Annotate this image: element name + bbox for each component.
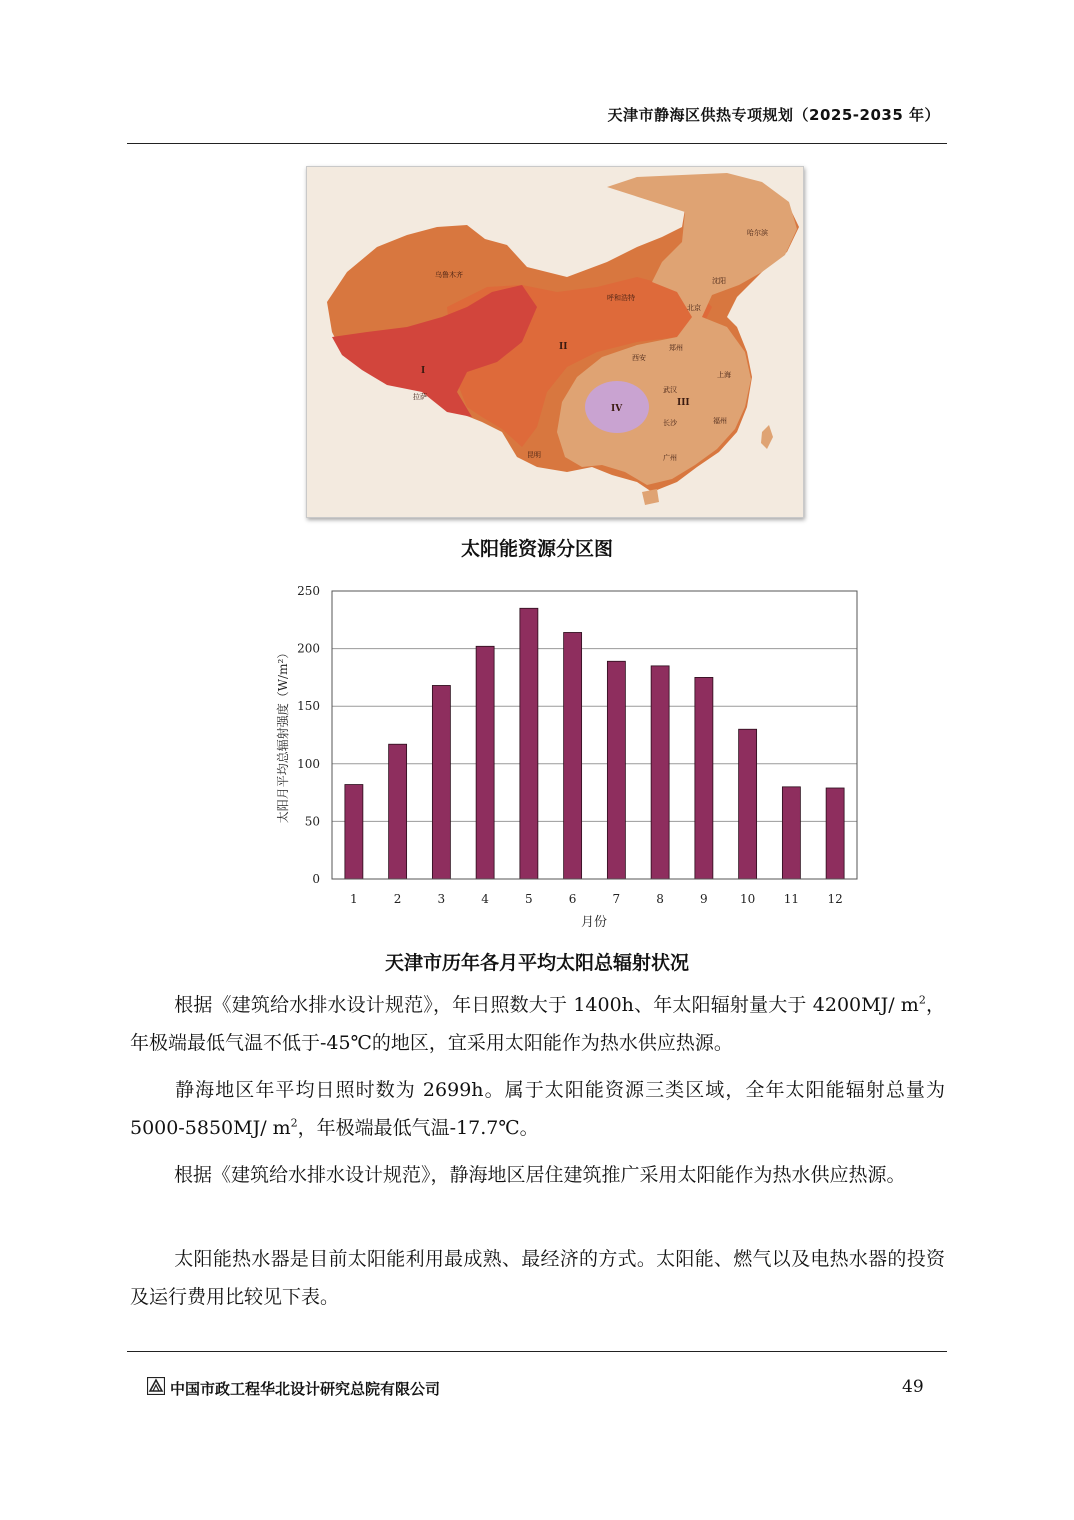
paragraph-1	[130, 986, 945, 1062]
paragraph-3	[130, 1156, 945, 1194]
city-label-xian: 西安	[632, 354, 646, 362]
x-tick-label: 7	[612, 892, 621, 906]
x-tick-label: 9	[700, 892, 708, 906]
bar-month-2	[389, 744, 407, 879]
china-map-graphic	[307, 167, 803, 517]
chart-y-axis-label: 太阳月平均总辐射强度（W/m²）	[276, 646, 290, 824]
city-label-hohhot: 呼和浩特	[607, 294, 635, 302]
chart-svg	[262, 578, 872, 933]
x-tick-label: 3	[437, 892, 446, 906]
map-island-south	[642, 489, 659, 505]
y-tick-label: 250	[297, 584, 320, 598]
solar-zone-map	[306, 166, 804, 518]
paragraph-1-text-b: ，年极端最低气温不低于-45℃的地区，宜采用太阳能作为热水供应热源。	[130, 994, 945, 1054]
city-label-urumqi: 乌鲁木齐	[435, 271, 463, 279]
y-tick-label: 150	[297, 699, 320, 714]
x-tick-label: 11	[783, 892, 800, 906]
paragraph-1-text-a: 根据《建筑给水排水设计规范》，年日照数大于 1400h、年太阳辐射量大于 4200MJ/ m	[174, 994, 919, 1016]
paragraph-4-text: 太阳能热水器是目前太阳能利用最成熟、最经济的方式。太阳能、燃气以及电热水器的投资及运行费用比较见下表。	[130, 1248, 945, 1308]
city-label-shenyang: 沈阳	[712, 277, 726, 285]
paragraph-2-text-a: 静海地区年平均日照时数为 2699h。属于太阳能资源三类区域，全年太阳能辐射总量为 5000-5850MJ/ m	[130, 1079, 945, 1139]
radiation-bar-chart	[262, 578, 872, 933]
city-label-beijing: 北京	[687, 304, 701, 312]
x-tick-label: 12	[827, 892, 843, 906]
chart-x-axis-label: 月份	[580, 915, 608, 930]
footer-rule	[127, 1351, 947, 1352]
zone-label-3: III	[677, 398, 690, 408]
bar-month-11	[782, 787, 800, 879]
plot-area-frame	[332, 591, 857, 879]
city-label-zhengzhou: 郑州	[669, 344, 683, 352]
y-tick-label: 0	[312, 872, 320, 886]
city-label-harbin: 哈尔滨	[747, 229, 768, 237]
bar-month-6	[564, 632, 582, 879]
bar-month-4	[476, 646, 494, 879]
paragraph-3-text: 根据《建筑给水排水设计规范》，静海地区居住建筑推广采用太阳能作为热水供应热源。	[174, 1164, 906, 1186]
city-label-fuzhou: 福州	[713, 417, 727, 425]
city-label-wuhan: 武汉	[663, 386, 677, 394]
paragraph-1-superscript: 2	[918, 993, 926, 1007]
bar-month-10	[739, 729, 757, 879]
x-tick-label: 4	[481, 892, 489, 906]
header-rule	[127, 143, 947, 144]
city-label-guangzhou: 广州	[663, 454, 677, 462]
y-tick-label: 50	[304, 814, 320, 829]
x-tick-label: 5	[525, 892, 533, 906]
map-island	[761, 425, 773, 449]
x-tick-label: 6	[568, 892, 577, 906]
company-logo-icon	[147, 1377, 165, 1395]
city-label-shanghai: 上海	[717, 371, 731, 379]
zone-label-1: I	[421, 366, 426, 376]
x-tick-label: 10	[739, 892, 756, 906]
city-label-kunming: 昆明	[527, 451, 541, 459]
bar-month-3	[432, 685, 450, 879]
city-label-lhasa: 拉萨	[413, 393, 427, 401]
paragraph-2-superscript: 2	[290, 1116, 298, 1130]
map-caption: 太阳能资源分区图	[460, 538, 613, 560]
zone-label-4: IV	[611, 404, 623, 414]
page-number: 49	[902, 1377, 924, 1397]
bar-month-7	[607, 661, 625, 879]
city-label-changsha: 长沙	[663, 419, 677, 427]
bar-month-5	[520, 608, 538, 879]
x-tick-label: 1	[350, 892, 358, 906]
x-tick-label: 2	[393, 892, 402, 906]
y-tick-label: 100	[297, 756, 320, 771]
bar-month-1	[345, 785, 363, 879]
zone-label-2: II	[559, 342, 568, 352]
x-tick-label: 8	[656, 892, 664, 906]
paragraph-4	[130, 1240, 945, 1316]
footer-company-name: 中国市政工程华北设计研究总院有限公司	[170, 1380, 441, 1398]
paragraph-2-text-b: ，年极端最低气温-17.7℃。	[297, 1117, 539, 1139]
page-header-title: 天津市静海区供热专项规划（2025-2035 年）	[607, 106, 940, 124]
bar-month-8	[651, 666, 669, 879]
chart-caption: 天津市历年各月平均太阳总辐射状况	[384, 952, 689, 974]
y-tick-label: 200	[297, 641, 320, 656]
paragraph-2	[130, 1071, 945, 1147]
bar-month-9	[695, 677, 713, 879]
bar-month-12	[826, 788, 844, 879]
